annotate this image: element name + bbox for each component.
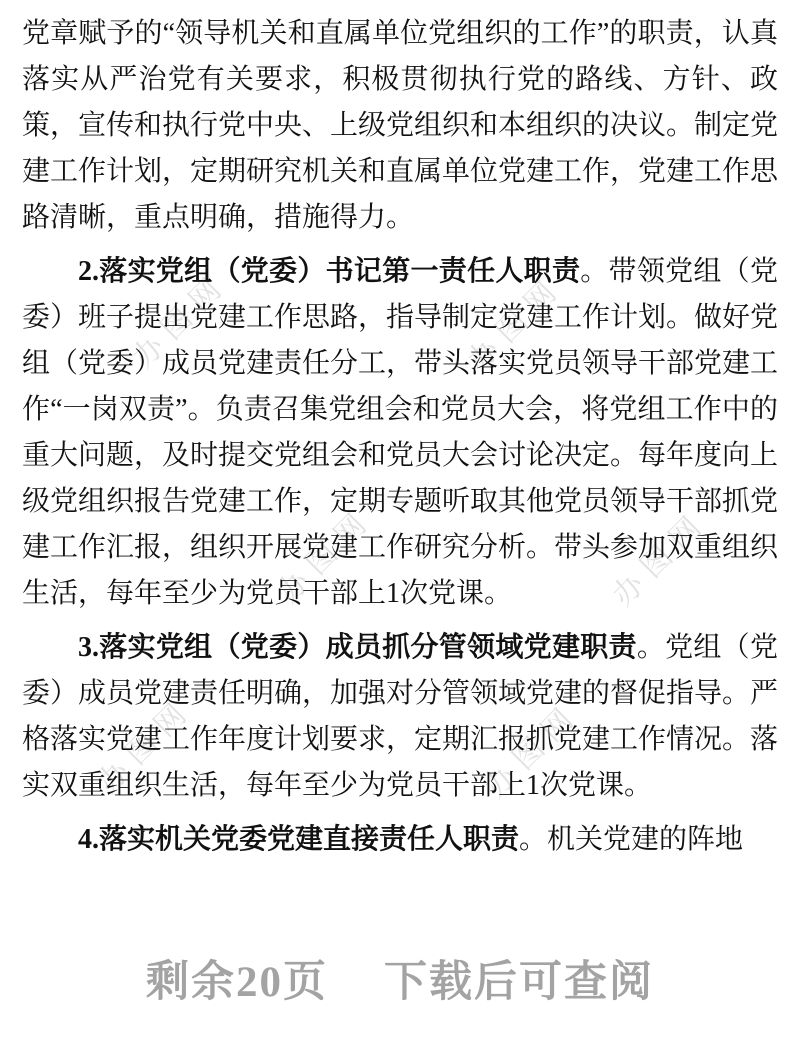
site-watermark: 办图网 [271, 501, 380, 610]
site-watermark: 办图网 [461, 269, 570, 378]
paragraph-text: 。机关党建的阵地 [519, 824, 744, 855]
paragraph-item-3 [22, 625, 778, 809]
download-hint-label: 下载后可查阅 [384, 959, 654, 1006]
paragraph-bold-heading: 3.落实党组（党委）成员抓分管领域党建职责 [78, 632, 637, 663]
paragraph-item-2 [22, 249, 778, 617]
site-watermark: 办图网 [126, 266, 235, 375]
paragraph-item-4 [22, 817, 778, 863]
site-watermark: 办图网 [606, 504, 715, 613]
paragraph-bold-heading: 4.落实机关党委党建直接责任人职责 [78, 824, 520, 855]
remaining-pages-label: 剩余20页 [146, 959, 328, 1006]
site-watermark: 办图网 [91, 691, 200, 800]
site-watermark: 办图网 [478, 696, 587, 805]
paragraph-text: 党章赋予的“领导机关和直属单位党组织的工作”的职责，认真落实从严治党有关要求，积极贯彻执行党的路线、方针、政策，宣传和执行党中央、上级党组织和本组织的决议。制定党建工作计划，定期研究机关和直属单位党建工作，党建工作思路清晰，重点明确，措施得力。 [22, 18, 779, 233]
pages-remaining-banner [0, 948, 800, 1009]
paragraph-text: 。党组（党委）成员党建责任明确，加强对分管领域党建的督促指导。严格落实党建工作年度计划要求，定期汇报抓党建工作情况。落实双重组织生活，每年至少为党员干部上1次党课。 [22, 632, 779, 801]
paragraph-text: 。带领党组（党委）班子提出党建工作思路，指导制定党建工作计划。做好党组（党委）成员党建责任分工，带头落实党员领导干部党建工作“一岗双责”。负责召集党组会和党员大会，将党组工作中的重大问题，及时提交党组会和党员大会讨论决定。每年度向上级党组织报告党建工作，定期专题听取其他党员领导干部抓党建工作汇报，组织开展党建工作研究分析。带头参加双重组织生活，每年至少为党员干部上1次党课。 [22, 256, 779, 609]
document-body [22, 11, 778, 863]
paragraph-bold-heading: 2.落实党组（党委）书记第一责任人职责 [78, 256, 581, 287]
paragraph-continuation [22, 11, 778, 241]
